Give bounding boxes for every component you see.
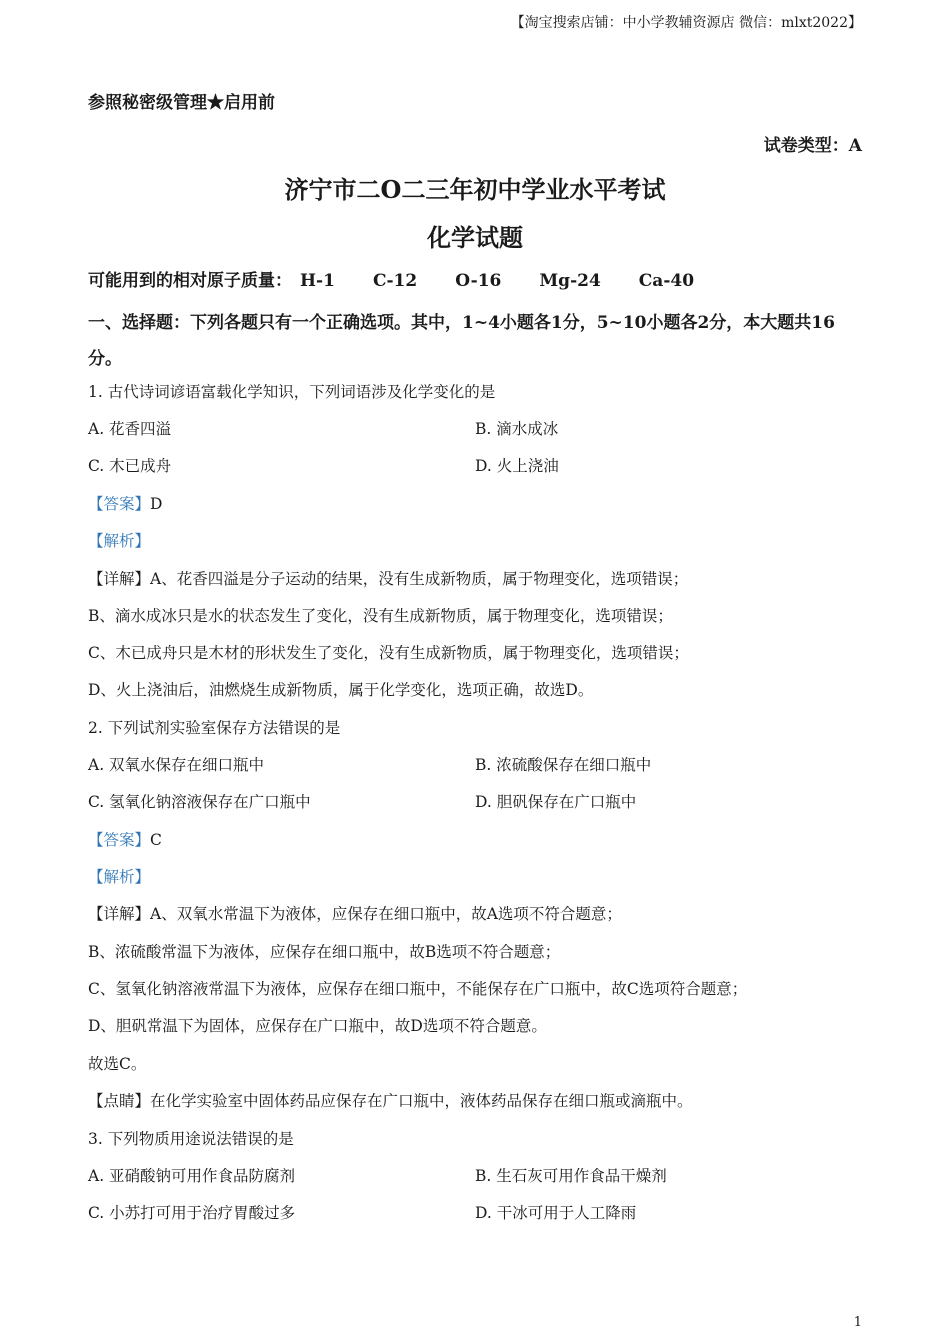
option-d: D. 胆矾保存在广口瓶中 [475,793,637,811]
atomic-mass-item: C-12 [372,271,418,291]
detail-line [88,902,622,924]
question-stem: 2. 下列试剂实验室保存方法错误的是 [88,719,341,737]
answer-line [88,492,162,514]
atomic-mass-item: Mg-24 [539,271,601,291]
atomic-mass-item: H-1 [300,271,335,291]
page-subtitle: 化学试题 [427,223,523,252]
option-b: B. 滴水成冰 [475,420,559,438]
page-title: 济宁市二O二三年初中学业水平考试 [284,175,666,204]
page-number: 1 [853,1315,862,1330]
tip-line [88,1089,693,1111]
detail-text: A、双氧水常温下为液体，应保存在细口瓶中，故A选项不符合题意； [150,905,622,923]
option-b: B. 生石灰可用作食品干燥剂 [475,1167,667,1185]
answer-tag: 【答案】 [88,831,151,849]
paper-type: 试卷类型：A [763,136,862,156]
option-b: B. 浓硫酸保存在细口瓶中 [475,756,652,774]
detail-line: D、火上浇油后，油燃烧生成新物质，属于化学变化，选项正确，故选D。 [88,681,594,699]
option-a: A. 花香四溢 [88,420,172,438]
option-a: A. 双氧水保存在细口瓶中 [88,756,265,774]
option-c: C. 木已成舟 [88,457,172,475]
question-stem: 3. 下列物质用途说法错误的是 [88,1130,294,1148]
option-d: D. 火上浇油 [475,457,559,475]
header-note: 【淘宝搜索店铺：中小学教辅资源店 微信：mlxt2022】 [510,15,862,31]
detail-line: B、浓硫酸常温下为液体，应保存在细口瓶中，故B选项不符合题意； [88,943,561,961]
option-c: C. 小苏打可用于治疗胃酸过多 [88,1204,296,1222]
option-a: A. 亚硝酸钠可用作食品防腐剂 [88,1167,296,1185]
detail-line: C、氢氧化钠溶液常温下为液体，应保存在细口瓶中，不能保存在广口瓶中，故C选项符合题意； [88,980,748,998]
detail-line [88,567,688,589]
option-d: D. 干冰可用于人工降雨 [475,1204,637,1222]
question-stem: 1. 古代诗词谚语富载化学知识，下列词语涉及化学变化的是 [88,383,496,401]
detail-line: B、滴水成冰只是水的状态发生了变化，没有生成新物质，属于物理变化，选项错误； [88,607,673,625]
answer-tag: 【答案】 [88,495,151,513]
tip-tag: 【点睛】 [88,1092,151,1110]
detail-text: A、花香四溢是分子运动的结果，没有生成新物质，属于物理变化，选项错误； [150,570,689,588]
section-heading: 一、选择题：下列各题只有一个正确选项。其中，1~4小题各1分，5~10小题各2分，本大题共16分。 [88,313,835,369]
detail-tag: 【详解】 [88,570,151,588]
option-c: C. 氢氧化钠溶液保存在广口瓶中 [88,793,311,811]
detail-line: D、胆矾常温下为固体，应保存在广口瓶中，故D选项不符合题意。 [88,1017,547,1035]
conclusion-line: 故选C。 [88,1055,147,1073]
detail-line: C、木已成舟只是木材的形状发生了变化，没有生成新物质，属于物理变化，选项错误； [88,644,689,662]
detail-tag: 【详解】 [88,905,151,923]
answer-value: D [150,495,163,513]
atomic-mass-line [88,266,694,291]
atomic-mass-item: O-16 [455,271,502,291]
analysis-tag: 【解析】 [88,532,151,550]
tip-text: 在化学实验室中固体药品应保存在广口瓶中，液体药品保存在细口瓶或滴瓶中。 [150,1092,693,1110]
analysis-tag: 【解析】 [88,868,151,886]
atomic-mass-item: Ca-40 [638,271,695,291]
secret-label: 参照秘密级管理★启用前 [88,93,275,113]
atomic-mass-label: 可能用到的相对原子质量： [88,271,292,291]
answer-line [88,828,162,850]
answer-value: C [150,831,162,849]
